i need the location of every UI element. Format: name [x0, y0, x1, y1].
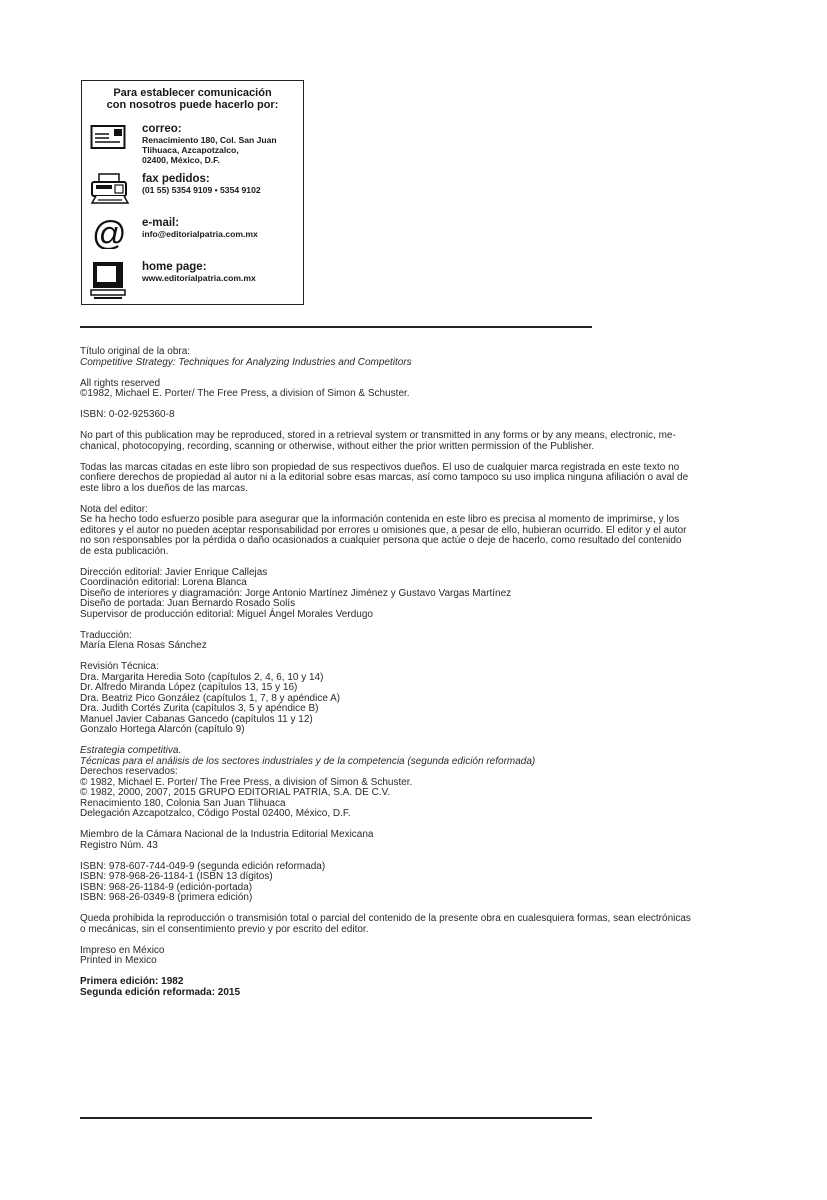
review-line: Revisión Técnica:: [80, 661, 159, 672]
email-label: e-mail:: [142, 217, 180, 229]
svg-text:@: @: [92, 217, 127, 249]
review-line: Dr. Alfredo Miranda López (capítulos 13, 15 y 16): [80, 682, 298, 693]
credit-line: Diseño de interiores y diagramación: Jorge Antonio Martínez Jiménez y Gustavo Vargas Martínez: [80, 587, 512, 599]
homepage-label: home page:: [142, 261, 207, 273]
homepage-url: www.editorialpatria.com.mx: [142, 273, 256, 283]
spanish-edition-title: Estrategia competitiva.: [80, 745, 182, 756]
review-line: Dra. Margarita Heredia Soto (capítulos 2, 4, 6, 10 y 14): [80, 671, 324, 683]
credit-line: Supervisor de producción editorial: Miguel Ángel Morales Verdugo: [80, 608, 373, 620]
reproduction-notice: [80, 914, 752, 935]
edition-line: © 1982, Michael E. Porter/ The Free Press, a division of Simon & Schuster.: [80, 776, 413, 788]
bottom-divider: [80, 1117, 592, 1119]
editions: [80, 977, 752, 998]
mail-label: correo:: [142, 123, 182, 135]
notice-line: Queda prohibida la reproducción o transmisión total o parcial del contenido de la presente obra en cualesquiera formas, sean electrónicas: [80, 913, 691, 924]
copyright-content: [80, 347, 752, 1009]
english-notice: [80, 431, 752, 452]
note-line: no son responsables por la pérdida o daño ocasionados a cualquier persona que actúe o deje de hacerlo, como resultado del contenido: [80, 535, 682, 546]
mail-text: [142, 123, 277, 165]
chamber: [80, 830, 752, 851]
credit-line: Coordinación editorial: Lorena Blanca: [80, 577, 247, 588]
edition-line: Renacimiento 180, Colonia San Juan Tlihuaca: [80, 797, 286, 809]
isbn-line: ISBN: 978-968-26-1184-1 (ISBN 13 dígitos): [80, 871, 273, 882]
translation-line: María Elena Rosas Sánchez: [80, 640, 207, 651]
original-title-label: Título original de la obra:: [80, 346, 191, 357]
printed-line: Impreso en México: [80, 944, 165, 956]
fax-label: fax pedidos:: [142, 173, 210, 185]
spanish-edition: [80, 746, 752, 820]
contact-box-heading: [82, 87, 303, 111]
translation-line: Traducción:: [80, 629, 132, 641]
edition-date-line: Primera edición: 1982: [80, 976, 184, 987]
rights-block: [80, 379, 752, 400]
fax-numbers: (01 55) 5354 9109 • 5354 9102: [142, 185, 261, 195]
review-line: Dra. Judith Cortés Zurita (capítulos 3, 5 y apéndice B): [80, 703, 319, 714]
edition-line: Delegación Azcapotzalco, Código Postal 02400, México, D.F.: [80, 808, 351, 819]
isbn-original-line: ISBN: 0-02-925360-8: [80, 409, 175, 420]
printed-line: Printed in Mexico: [80, 955, 157, 966]
homepage-text: [142, 261, 256, 283]
mail-address-line: 02400, México, D.F.: [142, 155, 220, 165]
trademark-notice: [80, 463, 752, 495]
fax-text: [142, 173, 261, 195]
mail-address-line: Renacimiento 180, Col. San Juan: [142, 135, 277, 145]
contact-box: [81, 80, 304, 305]
note-line: Nota del editor:: [80, 503, 148, 515]
review-line: Dra. Beatriz Pico González (capítulos 1, 7, 8 y apéndice A): [80, 692, 341, 704]
contact-heading-line: con nosotros puede hacerlo por:: [106, 99, 279, 111]
email-address: info@editorialpatria.com.mx: [142, 229, 258, 239]
isbn-line: ISBN: 968-26-0349-8 (primera edición): [80, 892, 253, 903]
edition-line: © 1982, 2000, 2007, 2015 GRUPO EDITORIAL PATRIA, S.A. DE C.V.: [80, 787, 391, 798]
edition-line: Derechos reservados:: [80, 766, 178, 777]
notice-line: o mecánicas, sin el consentimiento previo y por escrito del editor.: [80, 923, 369, 935]
rights-line: All rights reserved: [80, 377, 161, 389]
isbn-list: [80, 862, 752, 904]
isbn-original: [80, 410, 752, 421]
rights-line: ©1982, Michael E. Porter/ The Free Press, a division of Simon & Schuster.: [80, 388, 410, 399]
spanish-edition-subtitle: Técnicas para el análisis de los sectores industriales y de la competencia (segunda edición reformada): [80, 755, 536, 767]
notice-line: confiere derechos de propiedad al autor ni a la editorial sobre esas marcas, así como tampoco su uso implica ninguna afiliación o aval de: [80, 472, 689, 483]
computer-icon: [90, 261, 130, 301]
note-line: Se ha hecho todo esfuerzo posible para asegurar que la información contenida en este libro es precisa al momento de imprimirse, y los: [80, 514, 680, 525]
chamber-line: Miembro de la Cámara Nacional de la Industria Editorial Mexicana: [80, 829, 374, 840]
notice-line: Todas las marcas citadas en este libro son propiedad de sus respectivos dueños. El uso de cualquier marca registrada en este texto no: [80, 461, 680, 473]
credit-line: Diseño de portada: Juan Bernardo Rosado Solís: [80, 598, 296, 609]
mail-address-line: Tlihuaca, Azcapotzalco,: [142, 145, 239, 155]
contact-heading-line: Para establecer comunicación: [113, 87, 272, 99]
original-title-block: [80, 347, 752, 368]
credits: [80, 568, 752, 621]
note-line: de esta publicación.: [80, 545, 169, 557]
envelope-icon: [90, 123, 130, 155]
review-line: Gonzalo Hortega Alarcón (capítulo 9): [80, 724, 245, 735]
technical-review: [80, 662, 752, 736]
note-line: editores y el autor no pueden aceptar responsabilidad por errores u omisiones que, a pesar de ello, hubieran ocurrido. El editor y el autor: [80, 524, 687, 536]
chamber-line: Registro Núm. 43: [80, 839, 158, 851]
top-divider: [80, 326, 592, 328]
review-line: Manuel Javier Cabanas Gancedo (capítulos 11 y 12): [80, 713, 313, 725]
notice-line: este libro a los dueños de las marcas.: [80, 482, 248, 494]
translation: [80, 631, 752, 652]
email-text: [142, 217, 258, 239]
isbn-line: ISBN: 968-26-1184-9 (edición-portada): [80, 881, 253, 893]
isbn-line: ISBN: 978-607-744-049-9 (segunda edición reformada): [80, 860, 326, 872]
credit-line: Dirección editorial: Javier Enrique Callejas: [80, 566, 268, 578]
notice-line: chanical, photocopying, recording, scanning or otherwise, without either the prior written permission of the Publisher.: [80, 440, 595, 452]
original-title: Competitive Strategy: Techniques for Analyzing Industries and Competitors: [80, 356, 412, 368]
edition-date-line: Segunda edición reformada: 2015: [80, 986, 241, 998]
editor-note: [80, 505, 752, 558]
fax-icon: [90, 173, 130, 205]
at-sign-icon: [90, 217, 130, 249]
printed-in: [80, 946, 752, 967]
notice-line: No part of this publication may be reproduced, stored in a retrieval system or transmitted in any forms or by any means, electronic, me-: [80, 430, 676, 441]
